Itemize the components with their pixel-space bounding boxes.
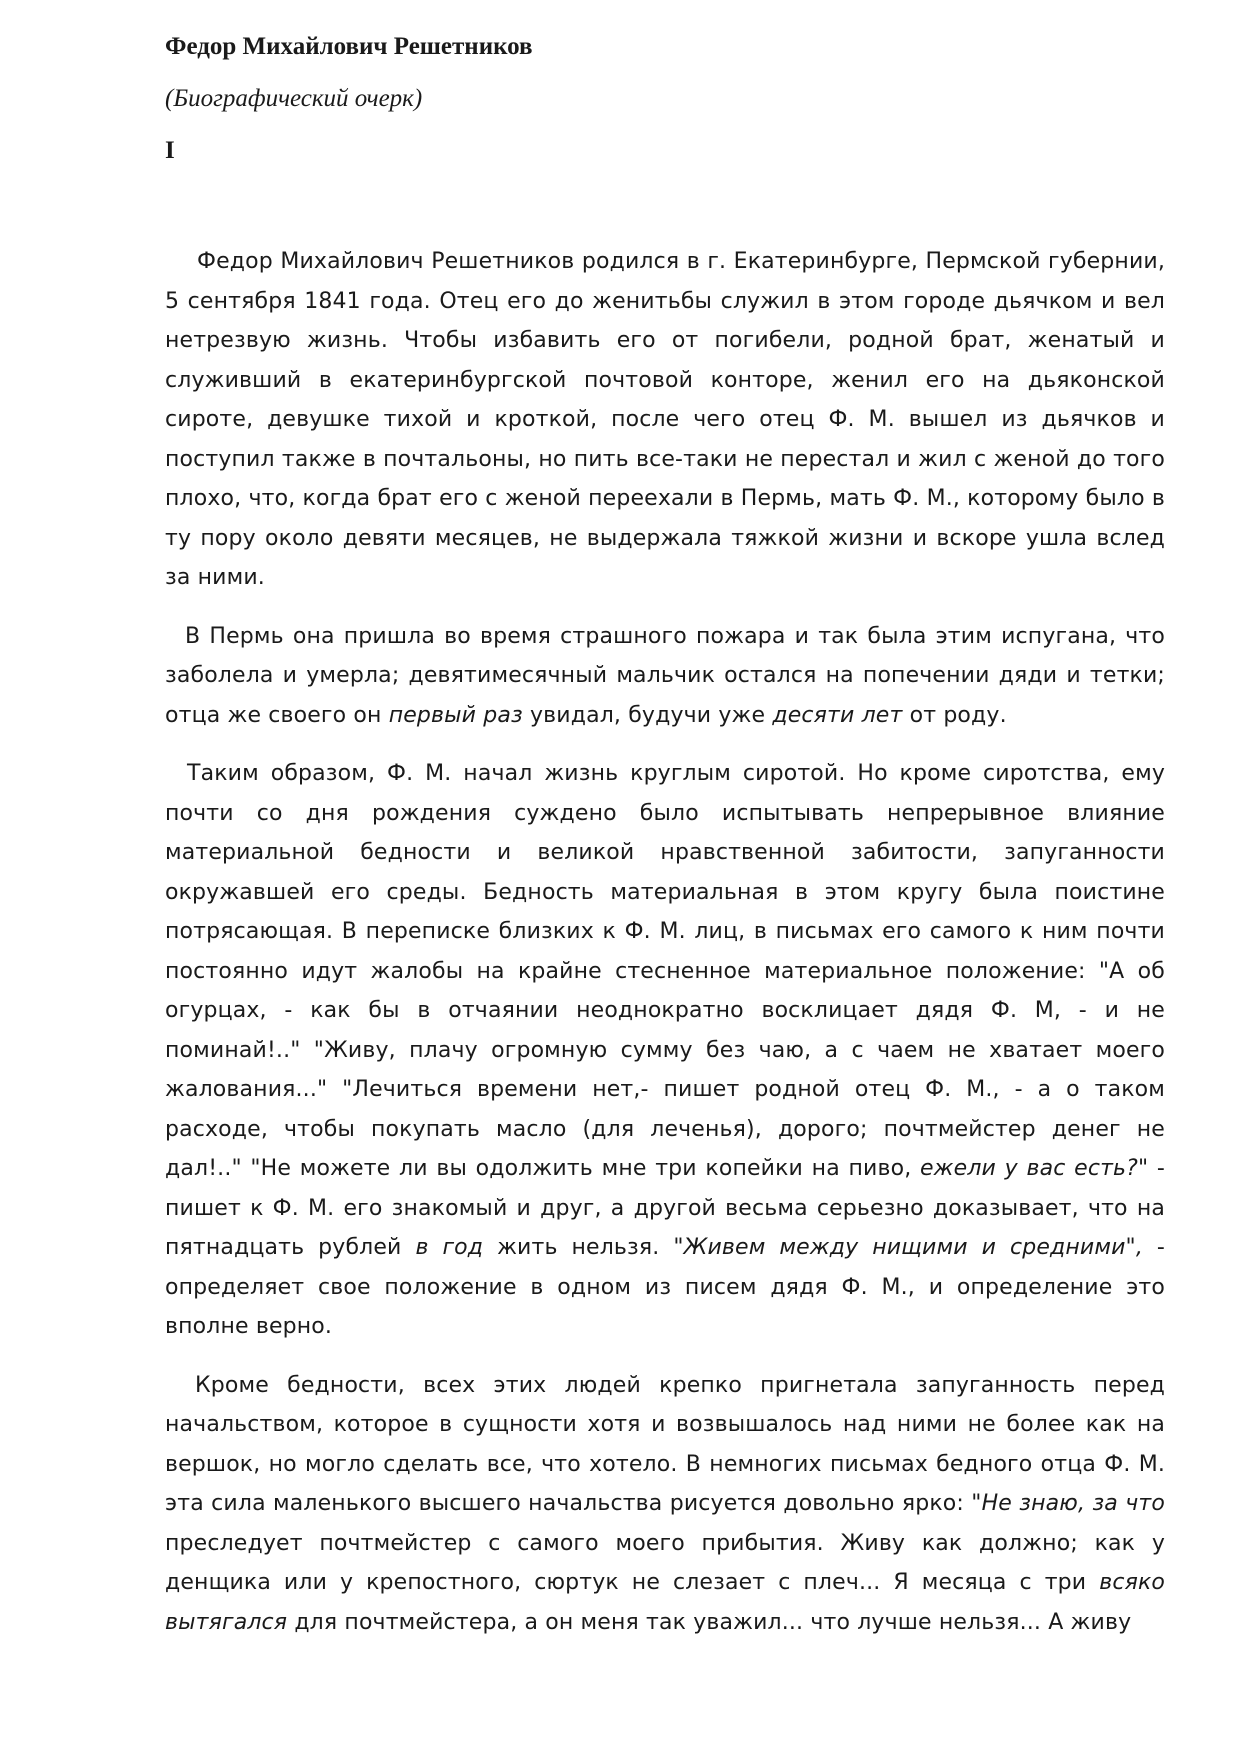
text-run: от роду. <box>902 702 1007 728</box>
text-run: для почтмейстера, а он меня так уважил... что лучше нельзя... А живу <box>287 1609 1132 1635</box>
paragraph-3 <box>165 754 1165 1347</box>
text-run: Таким образом, Ф. М. начал жизнь круглым сиротой. Но кроме сиротства, ему почти со дня рождения суждено было испытывать непрерывное влияние материальной бедности и великой нравственной забитости, запуганности окружавшей его среды. Бедность материальная в этом кругу была поистине потрясающая. В переписке близких к Ф. М. лиц, в письмах его самого к ним почти постоянно идут жалобы на крайне стесненное материальное положение: "А об огурцах, - как бы в отчаянии неоднократно восклицает дядя Ф. М, - и не поминай!.." "Живу, плачу огромную сумму без чаю, а с чаем не хватает моего жалования..." "Лечиться времени нет,- пишет родной отец Ф. М., - а о таком расходе, чтобы покупать масло (для леченья), дорого; почтмейстер денег не дал!.." "Не можете ли вы одолжить мне три копейки на пиво, <box>165 761 1165 1181</box>
italic-text-run: десяти лет <box>772 702 903 728</box>
paragraph-4 <box>165 1366 1165 1643</box>
text-run: Кроме бедности, всех этих людей крепко пригнетала запуганность перед начальством, которое в сущности хотя и возвышалось над ними не более как на вершок, но могло сделать все, что хотело. В немногих письмах бедного отца Ф. М. эта сила маленького высшего начальства рисуется довольно ярко: <box>165 1372 1165 1516</box>
text-run: - определяет свое положение в одном из писем дядя Ф. М., и определение это вполне верно. <box>165 1235 1165 1339</box>
paragraph-2 <box>165 617 1165 736</box>
text-run: В Пермь она пришла во время страшного пожара и так была этим испугана, что заболела и умерла; девятимесячный мальчик остался на попечении дяди и тетки; отца же своего он <box>165 623 1165 728</box>
text-run: увидал, будучи уже <box>522 702 773 728</box>
italic-text-run: в год <box>415 1235 484 1260</box>
text-run: жить нельзя. <box>483 1235 674 1260</box>
document-subtitle: (Биографический очерк) <box>165 85 423 112</box>
paragraph-1 <box>165 242 1165 598</box>
chapter-number: I <box>165 137 175 164</box>
text-run: Федор Михайлович Решетников родился в г. Екатеринбурге, Пермской губернии, 5 сентября 1841 года. Отец его до женитьбы служил в этом городе дьячком и вел нетрезвую жизнь. Чтобы избавить его от погибели, родной брат, женатый и служивший в екатеринбургской почтовой конторе, женил его на дьяконской сироте, девушке тихой и кроткой, после чего отец Ф. М. вышел из дьячков и поступил также в почтальоны, но пить все-таки не перестал и жил с женой до того плохо, что, когда брат его с женой переехали в Пермь, мать Ф. М., которому было в ту пору около девяти месяцев, не выдержала тяжкой жизни и вскоре ушла вслед за ними. <box>165 249 1165 590</box>
italic-text-run: ежели у вас есть?" <box>920 1156 1149 1181</box>
document-title: Федор Михайлович Решетников <box>165 33 533 60</box>
italic-text-run: "Не знаю, за что <box>971 1491 1165 1516</box>
italic-text-run: первый раз <box>388 702 523 728</box>
italic-text-run: всяко вытягался <box>165 1570 1165 1635</box>
document-page <box>165 30 1165 1661</box>
text-run: - пишет к Ф. М. его знакомый и друг, а другой весьма серьезно доказывает, что на пятнадцать рублей <box>165 1156 1165 1260</box>
italic-text-run: "Живем между нищими и средними", <box>673 1235 1143 1260</box>
text-run: преследует почтмейстер с самого моего прибытия. Живу как должно; как у денщика или у крепостного, сюртук не слезает с плеч... Я месяца с три <box>165 1530 1165 1595</box>
